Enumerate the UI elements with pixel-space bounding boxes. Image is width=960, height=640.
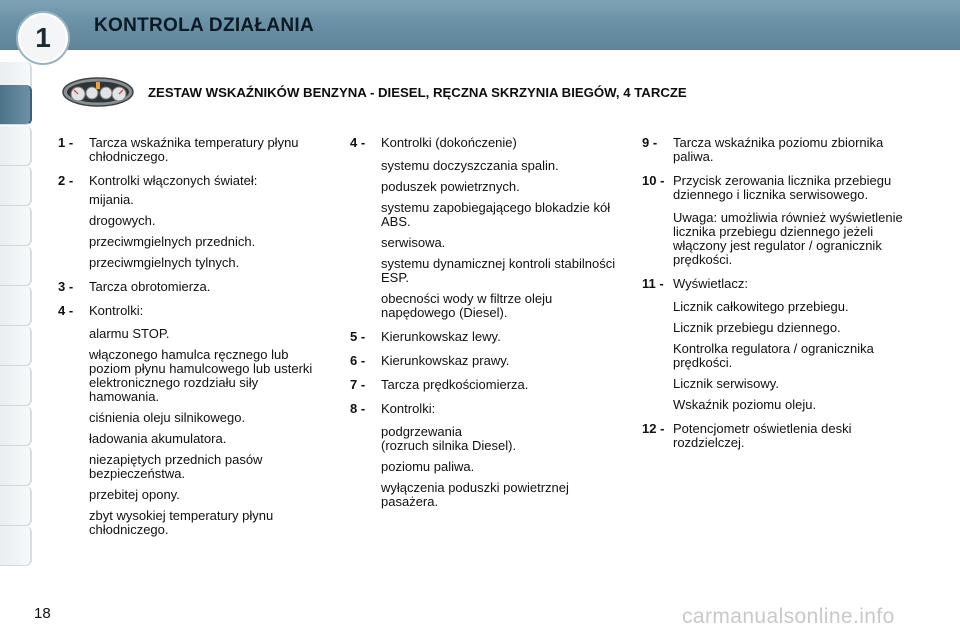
sub-item: Uwaga: umożliwia również wyświetlenie licznika przebiegu dziennego jeżeli włączony jest regulator / ogranicznik prędkości. xyxy=(673,210,903,267)
column-1 xyxy=(58,136,326,547)
chapter-tab[interactable] xyxy=(0,326,32,366)
list-item xyxy=(642,174,917,202)
list-item xyxy=(350,354,625,368)
chapter-tab[interactable] xyxy=(0,526,32,566)
sub-item: alarmu STOP. xyxy=(89,326,170,341)
chapter-tab[interactable] xyxy=(0,406,32,446)
item-text: Tarcza prędkościomierza. xyxy=(381,377,529,392)
item-number: 1 - xyxy=(58,135,74,150)
dashboard-icon xyxy=(62,77,134,107)
page-number: 18 xyxy=(34,605,51,622)
item-number: 4 - xyxy=(350,135,366,150)
chapter-tab[interactable] xyxy=(0,286,32,326)
list-item xyxy=(350,402,625,416)
chapter-tab[interactable] xyxy=(0,166,32,206)
item-number: 3 - xyxy=(58,279,74,294)
sub-item: podgrzewania (rozruch silnika Diesel). xyxy=(381,424,517,453)
sub-item: poziomu paliwa. xyxy=(381,459,475,474)
sub-item: obecności wody w filtrze oleju napędowego (Diesel). xyxy=(381,291,553,320)
chapter-number-badge[interactable] xyxy=(16,11,70,65)
item-text: Kontrolki włączonych świateł: xyxy=(89,173,258,188)
item-number: 6 - xyxy=(350,353,366,368)
sub-item: ciśnienia oleju silnikowego. xyxy=(89,410,246,425)
sub-item: włączonego hamulca ręcznego lub poziom płynu hamulcowego lub usterki elektronicznego rozdziału siły hamowania. xyxy=(89,347,313,404)
list-item xyxy=(642,136,917,164)
sub-item: przebitej opony. xyxy=(89,487,180,502)
item-number: 9 - xyxy=(642,135,658,150)
list-item xyxy=(58,280,326,294)
sub-item: przeciwmgielnych tylnych. xyxy=(89,255,240,270)
item-number: 7 - xyxy=(350,377,366,392)
sub-item: zbyt wysokiej temperatury płynu chłodniczego. xyxy=(89,508,274,537)
chapter-tab[interactable] xyxy=(0,126,32,166)
sub-item: Wskaźnik poziomu oleju. xyxy=(673,397,817,412)
item-number: 11 - xyxy=(642,276,664,291)
item-number: 2 - xyxy=(58,173,74,188)
sub-item: systemu dynamicznej kontroli stabilności ESP. xyxy=(381,256,616,285)
chapter-tab[interactable] xyxy=(0,486,32,526)
column-3 xyxy=(642,136,917,460)
item-number: 8 - xyxy=(350,401,366,416)
sub-item: Licznik serwisowy. xyxy=(673,376,779,391)
sub-item: Licznik całkowitego przebiegu. xyxy=(673,299,849,314)
item-number: 10 - xyxy=(642,173,665,188)
chapter-title: KONTROLA DZIAŁANIA xyxy=(94,15,315,36)
chapter-tab[interactable] xyxy=(0,246,32,286)
watermark: carmanualsonline.info xyxy=(682,605,895,628)
chapter-tab[interactable] xyxy=(0,206,32,246)
sub-item: systemu zapobiegającego blokadzie kół ABS. xyxy=(381,200,611,229)
item-text: Kierunkowskaz lewy. xyxy=(381,329,501,344)
list-item xyxy=(350,378,625,392)
sub-item: drogowych. xyxy=(89,213,156,228)
chapter-tab[interactable] xyxy=(0,366,32,406)
item-text: Potencjometr oświetlenia deski rozdzielczej. xyxy=(673,421,852,450)
item-text: Przycisk zerowania licznika przebiegu dziennego i licznika serwisowego. xyxy=(673,173,892,202)
item-text: Kontrolki: xyxy=(89,303,144,318)
list-item xyxy=(350,136,625,150)
list-item xyxy=(642,422,917,450)
chapter-tab-active[interactable] xyxy=(0,85,32,125)
list-item xyxy=(350,330,625,344)
item-text: Wyświetlacz: xyxy=(673,276,749,291)
item-text: Kontrolki: xyxy=(381,401,436,416)
chapter-tab[interactable] xyxy=(0,446,32,486)
sub-item: mijania. xyxy=(89,192,134,207)
section-title: ZESTAW WSKAŹNIKÓW BENZYNA - DIESEL, RĘCZNA SKRZYNIA BIEGÓW, 4 TARCZE xyxy=(148,85,687,100)
sub-item: Licznik przebiegu dziennego. xyxy=(673,320,841,335)
column-2 xyxy=(350,136,625,519)
item-number: 4 - xyxy=(58,303,74,318)
sub-item: Kontrolka regulatora / ogranicznika prędkości. xyxy=(673,341,874,370)
list-item xyxy=(642,277,917,291)
chapter-tabs xyxy=(0,62,34,577)
chapter-number: 1 xyxy=(35,22,51,53)
item-text: Tarcza wskaźnika temperatury płynu chłodniczego. xyxy=(89,135,299,164)
item-text: Tarcza wskaźnika poziomu zbiornika paliwa. xyxy=(673,135,884,164)
item-number: 12 - xyxy=(642,421,665,436)
list-item xyxy=(58,136,326,164)
sub-item: niezapiętych przednich pasów bezpieczeństwa. xyxy=(89,452,263,481)
item-text: Kierunkowskaz prawy. xyxy=(381,353,510,368)
item-number: 5 - xyxy=(350,329,366,344)
sub-item: przeciwmgielnych przednich. xyxy=(89,234,256,249)
item-text: Tarcza obrotomierza. xyxy=(89,279,211,294)
sub-item: serwisowa. xyxy=(381,235,446,250)
sub-item: ładowania akumulatora. xyxy=(89,431,227,446)
list-item xyxy=(58,304,326,318)
sub-item: wyłączenia poduszki powietrznej pasażera. xyxy=(381,480,569,509)
sub-item: poduszek powietrznych. xyxy=(381,179,520,194)
sub-item: systemu doczyszczania spalin. xyxy=(381,158,559,173)
list-item xyxy=(58,174,326,188)
item-text: Kontrolki (dokończenie) xyxy=(381,135,517,150)
